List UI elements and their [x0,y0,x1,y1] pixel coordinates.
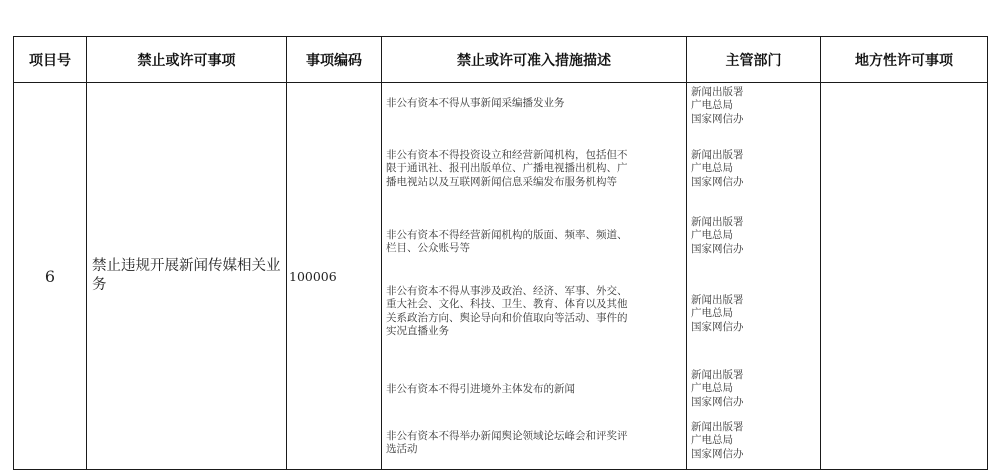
measure-description [382,383,686,396]
description-line: 关系政治方向、舆论导向和价值取向等活动、事件的 [386,311,628,324]
item-name-cell: 禁止违规开展新闻传媒相关业务 [87,83,287,470]
department-list [687,86,820,126]
measure-description [382,430,686,457]
measure-description [382,149,686,189]
department-name: 广电总局 [691,434,733,447]
description-line: 非公有资本不得投资设立和经营新闻机构，包括但不 [386,149,628,161]
regulation-table [13,36,988,470]
department-name: 新闻出版署 [691,86,744,98]
description-line: 非公有资本不得从事涉及政治、经济、军事、外交、 [386,285,628,297]
item-number-cell: 6 [14,83,87,470]
department-name: 国家网信办 [691,175,744,188]
description-line: 非公有资本不得从事新闻采编播发业务 [386,97,565,109]
header-department: 主管部门 [687,37,821,83]
department-name: 新闻出版署 [691,421,744,433]
department-list [687,421,820,461]
department-name: 国家网信办 [691,320,744,333]
department-name: 新闻出版署 [691,294,744,306]
department-name: 新闻出版署 [691,216,744,228]
department-list [687,369,820,409]
measure-description [382,97,686,110]
department-name: 广电总局 [691,382,733,395]
department-name: 新闻出版署 [691,369,744,381]
department-list [687,216,820,256]
item-code-cell: 100006 [287,83,382,470]
description-line: 非公有资本不得举办新闻舆论领域论坛峰会和评奖评 [386,430,628,442]
department-name: 国家网信办 [691,242,744,255]
description-line: 重大社会、文化、科技、卫生、教育、体育以及其他 [386,298,628,311]
local-permit-cell [821,83,988,470]
department-name: 国家网信办 [691,447,744,460]
description-line: 非公有资本不得经营新闻机构的版面、频率、频道、 [386,229,628,241]
department-list [687,149,820,189]
measure-description [382,229,686,256]
header-item-code: 事项编码 [287,37,382,83]
department-name: 国家网信办 [691,112,744,125]
measure-description-cell [382,83,687,470]
table-row [14,83,988,470]
description-line: 非公有资本不得引进境外主体发布的新闻 [386,383,575,395]
department-name: 广电总局 [691,162,733,175]
description-line: 实况直播业务 [386,324,449,337]
department-name: 广电总局 [691,229,733,242]
description-line: 栏目、公众账号等 [386,242,470,255]
department-cell [687,83,821,470]
department-name: 广电总局 [691,307,733,320]
description-line: 限于通讯社、报刊出版单位、广播电视播出机构、广 [386,162,628,175]
header-item-name: 禁止或许可事项 [87,37,287,83]
header-local-permit: 地方性许可事项 [821,37,988,83]
department-name: 国家网信办 [691,395,744,408]
department-name: 新闻出版署 [691,149,744,161]
description-line: 选活动 [386,443,418,456]
header-measure-description: 禁止或许可准入措施描述 [382,37,687,83]
description-line: 播电视站以及互联网新闻信息采编发布服务机构等 [386,175,617,188]
header-item-number: 项目号 [14,37,87,83]
measure-description [382,285,686,338]
header-row [14,37,988,83]
department-list [687,294,820,334]
department-name: 广电总局 [691,99,733,112]
